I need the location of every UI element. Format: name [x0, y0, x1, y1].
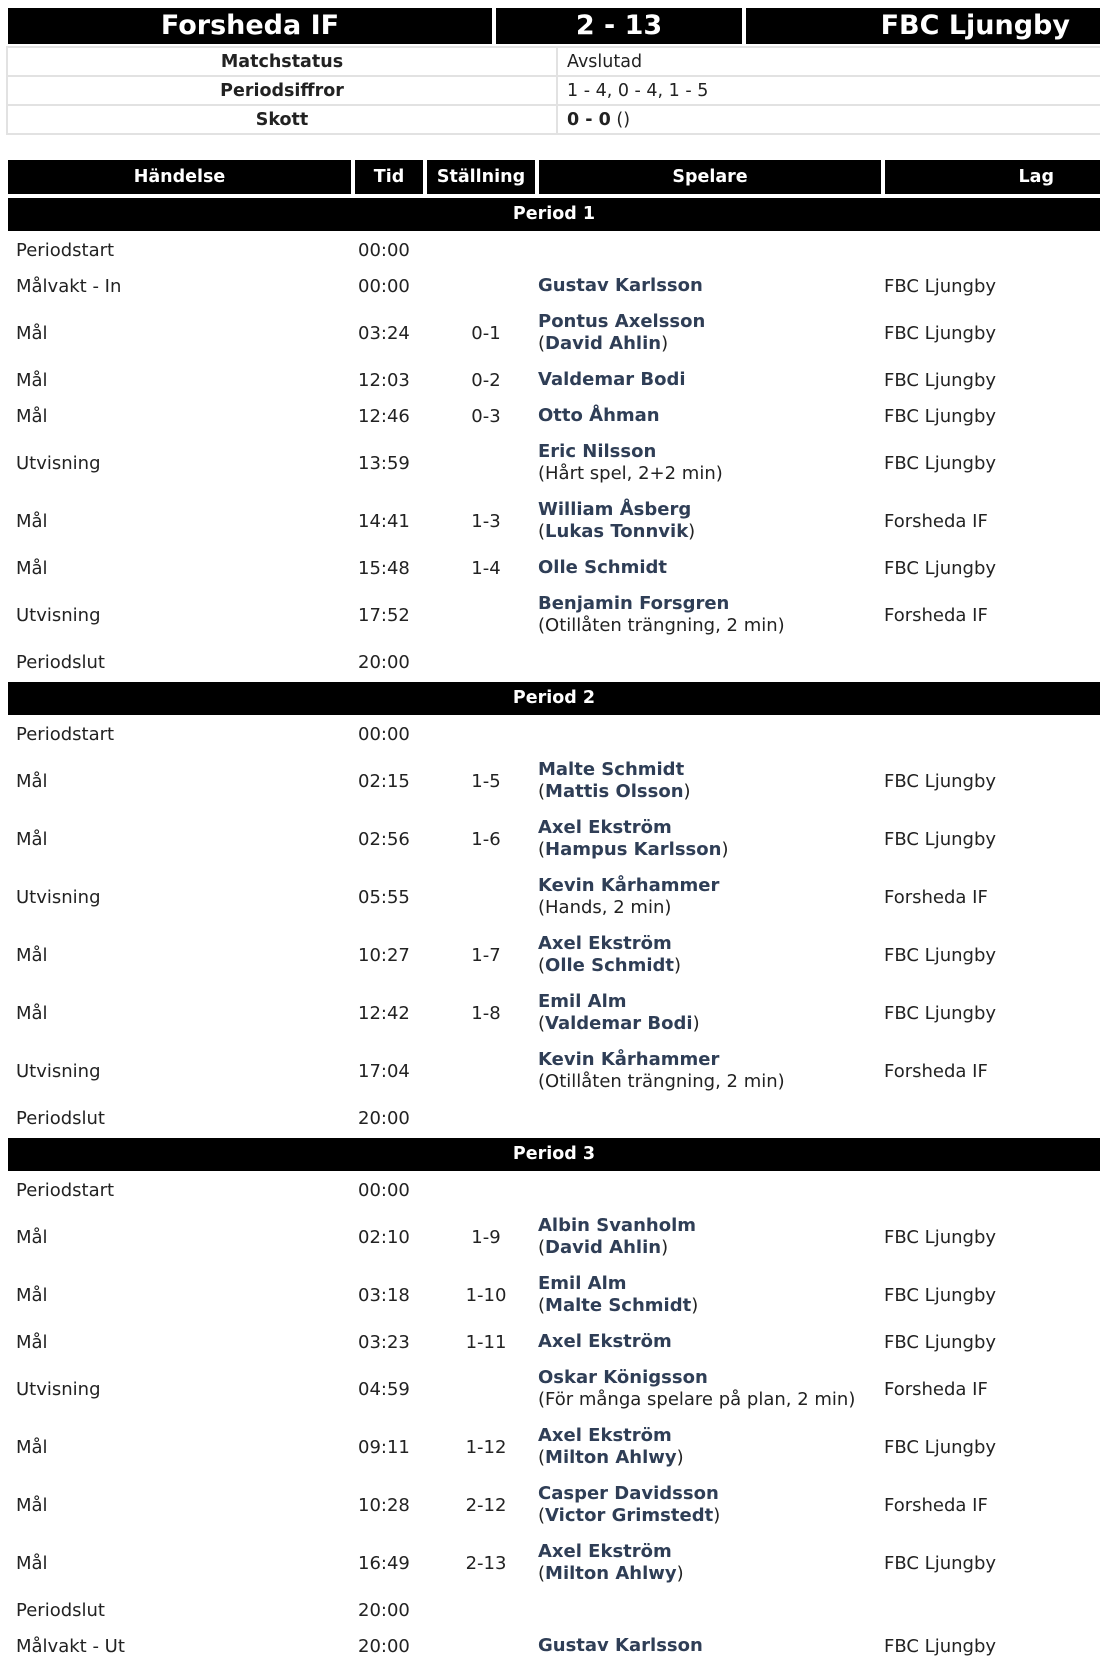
- event-row: [8, 926, 1100, 984]
- column-header-score: Ställning: [427, 160, 535, 194]
- scoreboard: [8, 8, 1100, 44]
- event-team: Forsheda IF: [884, 1378, 988, 1400]
- event-score: [428, 868, 544, 926]
- period-scores-row: [7, 76, 1100, 105]
- player-link[interactable]: Malte Schmidt: [538, 759, 685, 780]
- event-row: [8, 232, 1100, 268]
- player-link[interactable]: Axel Ekström: [538, 933, 672, 954]
- event-score: 0-1: [471, 322, 501, 344]
- player-link[interactable]: Benjamin Forsgren: [538, 593, 730, 614]
- event-score: [428, 1172, 544, 1208]
- match-status-label: Matchstatus: [7, 47, 557, 76]
- event-row: [8, 1360, 1100, 1418]
- event-player-cell: [538, 586, 888, 644]
- event-time: 00:00: [358, 275, 410, 297]
- event-type: Målvakt - In: [16, 275, 122, 297]
- event-row: [8, 1476, 1100, 1534]
- event-score: [428, 1592, 544, 1628]
- assist-player-link[interactable]: Victor Grimstedt: [545, 1505, 714, 1526]
- assist: (Malte Schmidt): [538, 1295, 699, 1316]
- assist-player-link[interactable]: Valdemar Bodi: [545, 1013, 693, 1034]
- event-time: 00:00: [358, 1179, 410, 1201]
- event-team: [884, 716, 1100, 752]
- event-time: 00:00: [358, 723, 410, 745]
- event-type: Utvisning: [16, 604, 101, 626]
- event-player-cell: [538, 434, 888, 492]
- event-score: 1-4: [471, 557, 501, 579]
- event-team: Forsheda IF: [884, 1494, 988, 1516]
- event-team: Forsheda IF: [884, 1060, 988, 1082]
- event-team: FBC Ljungby: [884, 770, 997, 792]
- player-link[interactable]: Gustav Karlsson: [538, 275, 703, 296]
- assist: (David Ahlin): [538, 1237, 669, 1258]
- event-player-cell: [538, 1100, 888, 1136]
- shots-row: [7, 105, 1100, 134]
- event-type: Mål: [16, 557, 48, 579]
- event-time: 02:10: [358, 1226, 410, 1248]
- event-team: FBC Ljungby: [884, 1284, 997, 1306]
- event-time: 17:04: [358, 1060, 410, 1082]
- event-score: 1-7: [471, 944, 501, 966]
- assist-player-link[interactable]: Milton Ahlwy: [545, 1447, 677, 1468]
- events-list: [8, 196, 1100, 1664]
- shots-value: 0 - 0: [567, 109, 611, 130]
- player-link[interactable]: Emil Alm: [538, 1273, 627, 1294]
- event-team: FBC Ljungby: [884, 944, 997, 966]
- event-score: [428, 1628, 544, 1664]
- assist: (Mattis Olsson): [538, 781, 691, 802]
- event-type: Periodstart: [16, 723, 115, 745]
- event-score: [428, 1100, 544, 1136]
- event-time: 12:03: [358, 369, 410, 391]
- column-header-time: Tid: [355, 160, 423, 194]
- assist: (Milton Ahlwy): [538, 1563, 684, 1584]
- event-row: [8, 586, 1100, 644]
- event-team: FBC Ljungby: [884, 275, 997, 297]
- player-link[interactable]: Kevin Kårhammer: [538, 1049, 720, 1070]
- event-row: [8, 362, 1100, 398]
- event-row: [8, 868, 1100, 926]
- event-player-cell: [538, 1042, 888, 1100]
- event-score: [428, 716, 544, 752]
- event-player-cell: [538, 1592, 888, 1628]
- event-type: Mål: [16, 1331, 48, 1353]
- event-time: 20:00: [358, 1599, 410, 1621]
- event-time: 12:46: [358, 405, 410, 427]
- event-row: [8, 550, 1100, 586]
- event-score: 1-9: [471, 1226, 501, 1248]
- events-table-header: [8, 160, 1100, 194]
- penalty-description: (Hårt spel, 2+2 min): [538, 463, 723, 484]
- event-player-cell: [538, 1418, 888, 1476]
- period-scores-value: 1 - 4, 0 - 4, 1 - 5: [557, 76, 1100, 105]
- event-player-cell: [538, 984, 888, 1042]
- event-type: Periodslut: [16, 1107, 105, 1129]
- event-player-cell: [538, 1324, 888, 1360]
- column-header-player: Spelare: [539, 160, 881, 194]
- event-score: 1-8: [471, 1002, 501, 1024]
- assist-player-link[interactable]: Milton Ahlwy: [545, 1563, 677, 1584]
- event-player-cell: [538, 868, 888, 926]
- assist-player-link[interactable]: Lukas Tonnvik: [545, 521, 689, 542]
- event-type: Periodslut: [16, 1599, 105, 1621]
- event-row: [8, 644, 1100, 680]
- event-team: [884, 1592, 1100, 1628]
- final-score: 2 - 13: [496, 8, 742, 44]
- event-row: [8, 810, 1100, 868]
- match-info-table: [6, 46, 1100, 135]
- event-type: Mål: [16, 405, 48, 427]
- event-score: 2-13: [465, 1552, 507, 1574]
- player-link[interactable]: Pontus Axelsson: [538, 311, 706, 332]
- event-type: Periodslut: [16, 651, 105, 673]
- event-type: Målvakt - Ut: [16, 1635, 125, 1657]
- event-row: [8, 304, 1100, 362]
- event-type: Mål: [16, 944, 48, 966]
- penalty-description: (Otillåten trängning, 2 min): [538, 1071, 785, 1092]
- event-team: [884, 644, 1100, 680]
- event-time: 03:23: [358, 1331, 410, 1353]
- event-time: 10:27: [358, 944, 410, 966]
- event-time: 16:49: [358, 1552, 410, 1574]
- event-score: 1-3: [471, 510, 501, 532]
- event-player-cell: [538, 1208, 888, 1266]
- event-player-cell: [538, 716, 888, 752]
- player-link[interactable]: Axel Ekström: [538, 1541, 672, 1562]
- event-type: Periodstart: [16, 239, 115, 261]
- player-link[interactable]: Gustav Karlsson: [538, 1635, 703, 1656]
- event-player-cell: [538, 398, 888, 434]
- event-time: 17:52: [358, 604, 410, 626]
- assist-player-link[interactable]: David Ahlin: [545, 1237, 662, 1258]
- event-time: 20:00: [358, 1635, 410, 1657]
- event-time: 15:48: [358, 557, 410, 579]
- event-score: [428, 1042, 544, 1100]
- event-row: [8, 1042, 1100, 1100]
- event-time: 12:42: [358, 1002, 410, 1024]
- event-player-cell: [538, 1476, 888, 1534]
- player-link[interactable]: William Åsberg: [538, 499, 692, 520]
- event-score: 1-5: [471, 770, 501, 792]
- event-team: FBC Ljungby: [884, 1635, 997, 1657]
- event-team: FBC Ljungby: [884, 1002, 997, 1024]
- shots-label: Skott: [7, 105, 557, 134]
- event-player-cell: [538, 1266, 888, 1324]
- match-status-row: [7, 47, 1100, 76]
- penalty-description: (Hands, 2 min): [538, 897, 672, 918]
- event-type: Utvisning: [16, 1060, 101, 1082]
- event-team: FBC Ljungby: [884, 828, 997, 850]
- event-time: 00:00: [358, 239, 410, 261]
- event-time: 03:18: [358, 1284, 410, 1306]
- event-player-cell: [538, 268, 888, 304]
- event-type: Mål: [16, 1284, 48, 1306]
- event-score: 0-3: [471, 405, 501, 427]
- event-type: Mål: [16, 1002, 48, 1024]
- event-row: [8, 1208, 1100, 1266]
- event-score: [428, 434, 544, 492]
- event-type: Mål: [16, 1494, 48, 1516]
- assist: (Lukas Tonnvik): [538, 521, 696, 542]
- event-time: 13:59: [358, 452, 410, 474]
- event-time: 03:24: [358, 322, 410, 344]
- event-team: [884, 232, 1100, 268]
- event-row: [8, 268, 1100, 304]
- event-team: [884, 1100, 1100, 1136]
- event-team: Forsheda IF: [884, 604, 988, 626]
- event-player-cell: [538, 810, 888, 868]
- player-link[interactable]: Eric Nilsson: [538, 441, 657, 462]
- event-player-cell: [538, 232, 888, 268]
- event-team: FBC Ljungby: [884, 369, 997, 391]
- period-header: [8, 682, 1100, 715]
- penalty-description: (För många spelare på plan, 2 min): [538, 1389, 856, 1410]
- event-row: [8, 492, 1100, 550]
- event-score: [428, 232, 544, 268]
- event-row: [8, 1266, 1100, 1324]
- event-type: Utvisning: [16, 452, 101, 474]
- event-score: 1-11: [465, 1331, 507, 1353]
- event-team: FBC Ljungby: [884, 1331, 997, 1353]
- event-time: 20:00: [358, 651, 410, 673]
- event-score: 2-12: [465, 1494, 507, 1516]
- shots-extra: (): [616, 109, 631, 130]
- period-header: [8, 198, 1100, 231]
- assist-player-link[interactable]: Hampus Karlsson: [545, 839, 722, 860]
- player-link[interactable]: Axel Ekström: [538, 1425, 672, 1446]
- period-title: Period 2: [512, 688, 596, 708]
- column-header-team: Lag: [885, 160, 1100, 194]
- event-team: FBC Ljungby: [884, 452, 997, 474]
- event-player-cell: [538, 1628, 888, 1664]
- event-row: [8, 716, 1100, 752]
- event-score: [428, 268, 544, 304]
- event-score: 1-6: [471, 828, 501, 850]
- event-time: 09:11: [358, 1436, 410, 1458]
- event-row: [8, 1324, 1100, 1360]
- event-row: [8, 1592, 1100, 1628]
- assist: (Olle Schmidt): [538, 955, 682, 976]
- event-player-cell: [538, 304, 888, 362]
- event-time: 02:15: [358, 770, 410, 792]
- period-scores-label: Periodsiffror: [7, 76, 557, 105]
- assist-player-link[interactable]: David Ahlin: [545, 333, 662, 354]
- period-header: [8, 1138, 1100, 1171]
- event-player-cell: [538, 1360, 888, 1418]
- assist-player-link[interactable]: Malte Schmidt: [545, 1295, 692, 1316]
- player-link[interactable]: Emil Alm: [538, 991, 627, 1012]
- event-team: [884, 1172, 1100, 1208]
- shots-value-cell: [557, 105, 1100, 134]
- event-time: 20:00: [358, 1107, 410, 1129]
- player-link[interactable]: Axel Ekström: [538, 1331, 672, 1352]
- event-team: FBC Ljungby: [884, 405, 997, 427]
- event-row: [8, 1418, 1100, 1476]
- event-score: 1-10: [465, 1284, 507, 1306]
- event-time: 04:59: [358, 1378, 410, 1400]
- event-type: Mål: [16, 369, 48, 391]
- event-team: FBC Ljungby: [884, 1226, 997, 1248]
- event-team: FBC Ljungby: [884, 1552, 997, 1574]
- event-player-cell: [538, 1534, 888, 1592]
- event-player-cell: [538, 752, 888, 810]
- event-team: FBC Ljungby: [884, 1436, 997, 1458]
- event-player-cell: [538, 492, 888, 550]
- assist: (Valdemar Bodi): [538, 1013, 700, 1034]
- event-row: [8, 984, 1100, 1042]
- event-type: Mål: [16, 510, 48, 532]
- event-time: 05:55: [358, 886, 410, 908]
- event-row: [8, 752, 1100, 810]
- event-type: Mål: [16, 1552, 48, 1574]
- match-status-value: Avslutad: [557, 47, 1100, 76]
- event-player-cell: [538, 926, 888, 984]
- event-type: Utvisning: [16, 1378, 101, 1400]
- event-team: FBC Ljungby: [884, 322, 997, 344]
- event-player-cell: [538, 1172, 888, 1208]
- event-type: Periodstart: [16, 1179, 115, 1201]
- event-time: 14:41: [358, 510, 410, 532]
- event-score: [428, 1360, 544, 1418]
- assist-player-link[interactable]: Olle Schmidt: [545, 955, 675, 976]
- player-link[interactable]: Valdemar Bodi: [538, 369, 686, 390]
- player-link[interactable]: Casper Davidsson: [538, 1483, 719, 1504]
- event-time: 02:56: [358, 828, 410, 850]
- assist-player-link[interactable]: Mattis Olsson: [545, 781, 684, 802]
- event-player-cell: [538, 362, 888, 398]
- player-link[interactable]: Otto Åhman: [538, 405, 660, 426]
- player-link[interactable]: Axel Ekström: [538, 817, 672, 838]
- event-type: Mål: [16, 770, 48, 792]
- event-team: Forsheda IF: [884, 886, 988, 908]
- event-type: Mål: [16, 1436, 48, 1458]
- event-player-cell: [538, 550, 888, 586]
- player-link[interactable]: Kevin Kårhammer: [538, 875, 720, 896]
- event-type: Mål: [16, 322, 48, 344]
- event-score: 1-12: [465, 1436, 507, 1458]
- assist: (Milton Ahlwy): [538, 1447, 684, 1468]
- event-score: [428, 644, 544, 680]
- player-link[interactable]: Olle Schmidt: [538, 557, 667, 578]
- column-header-event: Händelse: [8, 160, 351, 194]
- home-team-name: Forsheda IF: [8, 8, 492, 44]
- event-row: [8, 1172, 1100, 1208]
- event-row: [8, 1100, 1100, 1136]
- event-score: 0-2: [471, 369, 501, 391]
- event-row: [8, 1628, 1100, 1664]
- player-link[interactable]: Oskar Königsson: [538, 1367, 708, 1388]
- assist: (Hampus Karlsson): [538, 839, 729, 860]
- event-time: 10:28: [358, 1494, 410, 1516]
- event-type: Mål: [16, 1226, 48, 1248]
- event-score: [428, 586, 544, 644]
- assist: (Victor Grimstedt): [538, 1505, 721, 1526]
- event-team: FBC Ljungby: [884, 557, 997, 579]
- period-title: Period 1: [512, 204, 596, 224]
- event-player-cell: [538, 644, 888, 680]
- event-row: [8, 434, 1100, 492]
- away-team-name: FBC Ljungby: [746, 8, 1100, 44]
- event-row: [8, 398, 1100, 434]
- player-link[interactable]: Albin Svanholm: [538, 1215, 697, 1236]
- period-title: Period 3: [512, 1144, 596, 1164]
- event-team: Forsheda IF: [884, 510, 988, 532]
- penalty-description: (Otillåten trängning, 2 min): [538, 615, 785, 636]
- assist: (David Ahlin): [538, 333, 669, 354]
- event-row: [8, 1534, 1100, 1592]
- event-type: Utvisning: [16, 886, 101, 908]
- event-type: Mål: [16, 828, 48, 850]
